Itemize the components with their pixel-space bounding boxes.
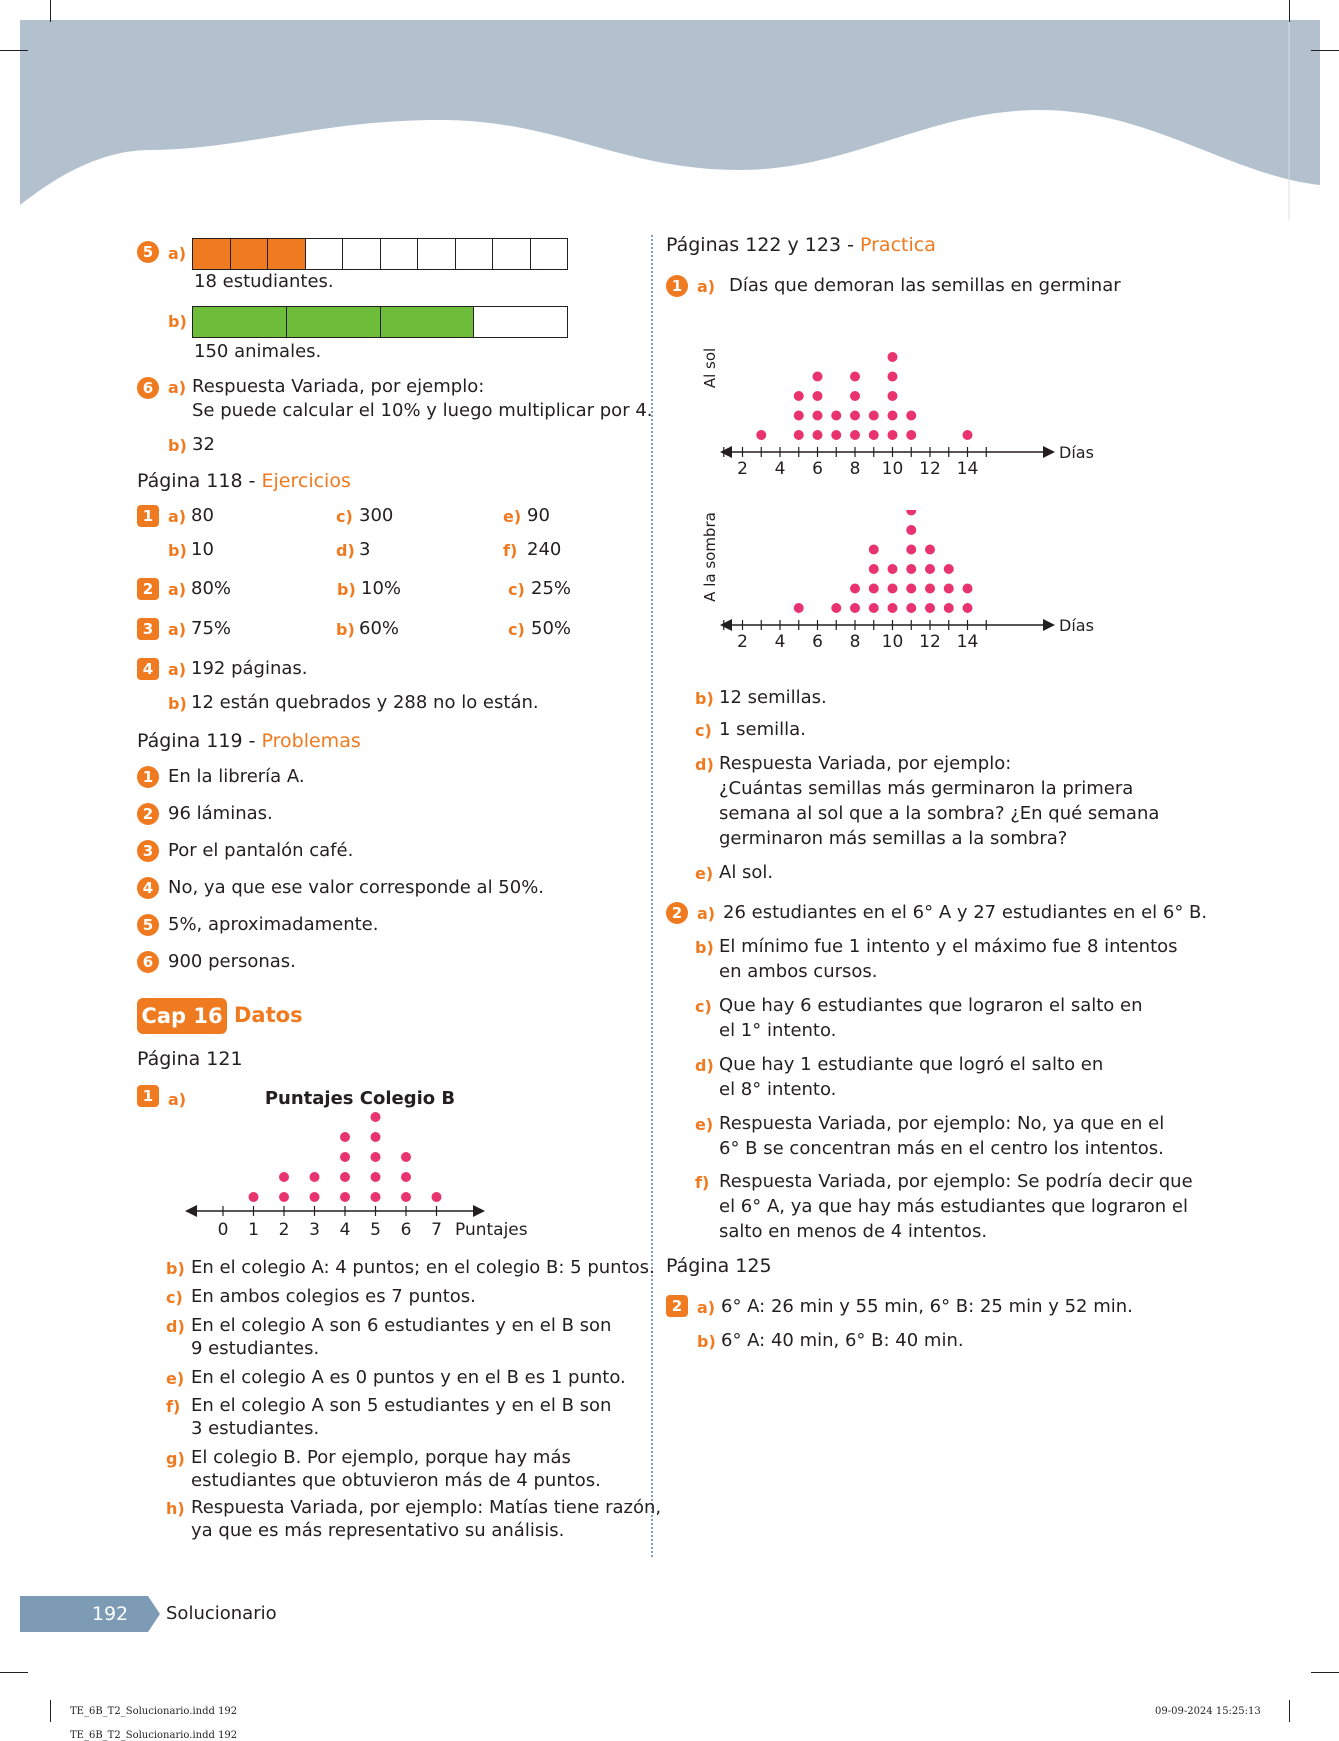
answer-text: 26 estudiantes en el 6° A y 27 estudiantes en el 6° B.	[723, 902, 1208, 923]
data-dot	[888, 584, 898, 594]
x-tick-label: 6	[812, 459, 823, 479]
data-dot	[756, 430, 766, 440]
data-dot	[432, 1192, 442, 1202]
data-dot	[850, 584, 860, 594]
x-tick-label: 8	[849, 459, 861, 479]
item-label: d)	[336, 541, 355, 560]
problem-number: 6	[137, 951, 159, 973]
tape-diagram-b	[192, 306, 568, 338]
problem-answer: Por el pantalón café.	[168, 840, 354, 861]
answer-text: Respuesta Variada, por ejemplo: Matías tiene razón,	[191, 1497, 662, 1518]
data-dot	[310, 1192, 320, 1202]
data-dot	[869, 430, 879, 440]
data-dot	[831, 411, 841, 421]
item-label: d)	[695, 1056, 714, 1075]
question-number: 2	[666, 1295, 688, 1317]
tape-cell-empty	[418, 239, 456, 269]
data-dot	[925, 584, 935, 594]
data-dot	[310, 1172, 320, 1182]
data-dot	[794, 430, 804, 440]
answer-text: el 8° intento.	[719, 1079, 837, 1100]
answer-text: Días que demoran las semillas en germinar	[729, 275, 1121, 296]
answer-text: 25%	[531, 578, 572, 599]
section-heading: Página 119 - Problemas	[137, 730, 361, 752]
data-dot	[813, 372, 823, 382]
file-info: TE_6B_T2_Solucionario.indd 192	[70, 1730, 238, 1741]
answer-text: 6° A: 40 min, 6° B: 40 min.	[721, 1330, 964, 1351]
data-dot	[371, 1192, 381, 1202]
tape-diagram-a	[192, 238, 568, 270]
problem-answer: 5%, aproximadamente.	[168, 914, 379, 935]
data-dot	[888, 603, 898, 613]
data-dot	[794, 603, 804, 613]
data-dot	[925, 564, 935, 574]
x-tick-label: 7	[431, 1220, 442, 1240]
data-dot	[906, 510, 916, 516]
answer-text: 80	[191, 505, 214, 526]
answer-text: salto en menos de 4 intentos.	[719, 1221, 988, 1242]
dot-plot-al-sol	[700, 340, 1100, 480]
answer-text: 75%	[191, 618, 232, 639]
chart-title: Puntajes Colegio B	[264, 1088, 456, 1109]
x-tick-label: 3	[309, 1220, 320, 1240]
data-dot	[831, 430, 841, 440]
answer-text: 12 están quebrados y 288 no lo están.	[191, 692, 539, 713]
data-dot	[944, 564, 954, 574]
problem-number: 2	[137, 803, 159, 825]
data-dot	[906, 411, 916, 421]
item-label: a)	[697, 1298, 716, 1317]
item-label: b)	[695, 689, 714, 708]
axis-arrow-right	[473, 1205, 485, 1217]
x-tick-label: 6	[400, 1220, 412, 1240]
data-dot	[906, 584, 916, 594]
question-number: 1	[137, 505, 159, 527]
data-dot	[906, 603, 916, 613]
x-tick-label: 8	[849, 632, 861, 652]
tape-cell-filled	[268, 239, 306, 269]
item-label: c)	[336, 507, 353, 526]
data-dot	[869, 603, 879, 613]
answer-text: 10%	[361, 578, 402, 599]
problem-answer: 96 láminas.	[168, 803, 273, 824]
data-dot	[340, 1192, 350, 1202]
x-axis-label: Puntajes	[455, 1220, 528, 1240]
chapter-title: Datos	[234, 1003, 303, 1027]
answer-text: 6° A: 26 min y 55 min, 6° B: 25 min y 52 min.	[721, 1296, 1133, 1317]
answer-text: Respuesta Variada, por ejemplo: No, ya que en el	[719, 1113, 1165, 1134]
data-dot	[249, 1192, 259, 1202]
data-dot	[831, 603, 841, 613]
axis-arrow-left	[720, 619, 732, 631]
answer-text: Que hay 6 estudiantes que lograron el salto en	[719, 995, 1143, 1016]
data-dot	[888, 430, 898, 440]
data-dot	[850, 411, 860, 421]
data-dot	[925, 545, 935, 555]
answer-text: 32	[192, 434, 215, 455]
answer-text: ya que es más representativo su análisis.	[191, 1520, 565, 1541]
crop-mark	[50, 0, 51, 22]
answer-text: 192 páginas.	[191, 658, 308, 679]
y-axis-label: Al sol	[701, 347, 719, 389]
data-dot	[869, 411, 879, 421]
item-label: c)	[166, 1288, 183, 1307]
data-dot	[279, 1172, 289, 1182]
answer-text: el 6° A, ya que hay más estudiantes que lograron el	[719, 1196, 1188, 1217]
item-label: h)	[166, 1499, 185, 1518]
question-number: 5	[137, 241, 159, 263]
dot-plot-a-la-sombra	[700, 510, 1100, 670]
section-heading: Página 125	[666, 1255, 772, 1277]
item-label: d)	[166, 1317, 185, 1336]
problem-answer: En la librería A.	[168, 766, 305, 787]
answer-text: Que hay 1 estudiante que logró el salto en	[719, 1054, 1104, 1075]
data-dot	[279, 1192, 289, 1202]
data-dot	[869, 564, 879, 574]
footer-label: Solucionario	[166, 1603, 277, 1624]
tape-cell-empty	[381, 239, 419, 269]
answer-text: estudiantes que obtuvieron más de 4 puntos.	[191, 1470, 601, 1491]
x-tick-label: 4	[774, 459, 786, 479]
item-label: a)	[168, 378, 187, 397]
column-divider	[651, 235, 653, 1557]
tape-cell-filled	[193, 239, 231, 269]
data-dot	[888, 391, 898, 401]
crop-mark	[1311, 1672, 1339, 1673]
crop-mark	[1289, 0, 1290, 22]
tape-cell-filled	[231, 239, 269, 269]
answer-text: 9 estudiantes.	[191, 1338, 320, 1359]
section-heading: Página 121	[137, 1048, 243, 1070]
item-label: g)	[166, 1449, 185, 1468]
question-number: 1	[666, 275, 688, 297]
item-label: a)	[697, 277, 716, 296]
item-label: a)	[168, 244, 187, 263]
x-axis-label: Días	[1059, 443, 1094, 462]
x-axis-label: Días	[1059, 616, 1094, 635]
answer-text: Respuesta Variada, por ejemplo: Se podría decir que	[719, 1171, 1193, 1192]
data-dot	[906, 430, 916, 440]
data-dot	[906, 545, 916, 555]
data-dot	[869, 584, 879, 594]
question-number: 6	[137, 377, 159, 399]
data-dot	[794, 391, 804, 401]
data-dot	[944, 603, 954, 613]
data-dot	[371, 1172, 381, 1182]
tape-cell-empty	[474, 307, 567, 337]
data-dot	[371, 1132, 381, 1142]
tape-cell-empty	[493, 239, 531, 269]
item-label: b)	[168, 694, 187, 713]
x-tick-label: 14	[956, 632, 979, 652]
data-dot	[371, 1112, 381, 1122]
crop-mark	[0, 1672, 28, 1673]
data-dot	[813, 430, 823, 440]
axis-arrow-left	[185, 1205, 197, 1217]
y-axis-label: A la sombra	[701, 512, 719, 602]
x-tick-label: 1	[248, 1220, 259, 1240]
answer-text: Al sol.	[719, 862, 774, 883]
problem-number: 5	[137, 914, 159, 936]
tape-cell-filled	[287, 307, 381, 337]
item-label: b)	[697, 1332, 716, 1351]
question-number: 2	[137, 578, 159, 600]
data-dot	[888, 352, 898, 362]
chapter-badge: Cap 16	[137, 998, 227, 1034]
data-dot	[906, 564, 916, 574]
problem-number: 1	[137, 766, 159, 788]
axis-arrow-right	[1043, 619, 1055, 631]
item-label: c)	[508, 620, 525, 639]
crop-mark	[0, 50, 28, 51]
answer-text: ¿Cuántas semillas más germinaron la primera	[719, 778, 1134, 799]
problem-number: 4	[137, 877, 159, 899]
data-dot	[888, 564, 898, 574]
item-label: e)	[503, 507, 522, 526]
data-dot	[813, 411, 823, 421]
answer-text: semana al sol que a la sombra? ¿En qué semana	[719, 803, 1160, 824]
data-dot	[401, 1152, 411, 1162]
item-label: e)	[695, 1115, 714, 1134]
x-tick-label: 14	[956, 459, 979, 479]
x-tick-label: 2	[278, 1220, 290, 1240]
data-dot	[963, 584, 973, 594]
crop-mark	[1311, 50, 1339, 51]
answer-text: El mínimo fue 1 intento y el máximo fue 8 intentos	[719, 936, 1178, 957]
x-tick-label: 2	[737, 459, 748, 479]
answer-text: 50%	[531, 618, 572, 639]
x-tick-label: 4	[339, 1220, 351, 1240]
answer-text: 60%	[359, 618, 400, 639]
data-dot	[340, 1172, 350, 1182]
section-heading: Páginas 122 y 123 - Practica	[666, 234, 936, 256]
item-label: e)	[695, 864, 714, 883]
item-label: b)	[337, 580, 356, 599]
data-dot	[888, 411, 898, 421]
x-tick-label: 2	[737, 632, 748, 652]
x-tick-label: 12	[919, 459, 941, 479]
answer-text: 10	[191, 539, 214, 560]
answer-text: germinaron más semillas a la sombra?	[719, 828, 1068, 849]
data-dot	[850, 603, 860, 613]
data-dot	[340, 1152, 350, 1162]
item-label: b)	[168, 541, 187, 560]
answer-text: Respuesta Variada, por ejemplo:	[192, 376, 485, 397]
data-dot	[401, 1192, 411, 1202]
item-label: b)	[695, 938, 714, 957]
answer-text: Se puede calcular el 10% y luego multiplicar por 4.	[192, 400, 653, 421]
answer-text: El colegio B. Por ejemplo, porque hay más	[191, 1447, 571, 1468]
answer-text: En el colegio A son 6 estudiantes y en el B son	[191, 1315, 612, 1336]
item-label: a)	[168, 507, 187, 526]
tape-cell-empty	[531, 239, 568, 269]
item-label: b)	[168, 312, 187, 331]
item-label: c)	[695, 997, 712, 1016]
question-number: 2	[666, 902, 688, 924]
item-label: f)	[503, 541, 518, 560]
answer-text: 12 semillas.	[719, 687, 827, 708]
tape-cell-filled	[193, 307, 287, 337]
data-dot	[850, 372, 860, 382]
item-label: f)	[695, 1173, 710, 1192]
answer-text: 1 semilla.	[719, 719, 806, 740]
axis-arrow-right	[1043, 446, 1055, 458]
item-label: e)	[166, 1369, 185, 1388]
x-tick-label: 5	[370, 1220, 381, 1240]
data-dot	[944, 584, 954, 594]
data-dot	[850, 391, 860, 401]
answer-text: 18 estudiantes.	[194, 271, 334, 292]
x-tick-label: 10	[881, 459, 904, 479]
data-dot	[401, 1172, 411, 1182]
data-dot	[963, 430, 973, 440]
page-number: 192	[91, 1603, 129, 1625]
dot-plot-puntajes	[185, 1080, 535, 1240]
answer-text: el 1° intento.	[719, 1020, 837, 1041]
answer-text: en ambos cursos.	[719, 961, 878, 982]
file-info: TE_6B_T2_Solucionario.indd 192	[70, 1706, 238, 1717]
answer-text: 240	[527, 539, 562, 560]
question-number: 1	[137, 1085, 159, 1107]
item-label: a)	[168, 620, 187, 639]
tape-cell-empty	[343, 239, 381, 269]
tape-cell-empty	[306, 239, 344, 269]
item-label: f)	[166, 1397, 181, 1416]
question-number: 4	[137, 658, 159, 680]
section-heading: Página 118 - Ejercicios	[137, 470, 351, 492]
item-label: a)	[168, 660, 187, 679]
item-label: b)	[336, 620, 355, 639]
item-label: c)	[695, 721, 712, 740]
x-tick-label: 0	[217, 1220, 229, 1240]
timestamp: 09-09-2024 15:25:13	[1155, 1706, 1261, 1717]
axis-arrow-left	[720, 446, 732, 458]
problem-answer: 900 personas.	[168, 951, 296, 972]
answer-text: En ambos colegios es 7 puntos.	[191, 1286, 476, 1307]
data-dot	[340, 1132, 350, 1142]
answer-text: 300	[359, 505, 394, 526]
data-dot	[794, 411, 804, 421]
crop-mark	[50, 1700, 51, 1722]
answer-text: 80%	[191, 578, 232, 599]
item-label: a)	[168, 580, 187, 599]
answer-text: 3 estudiantes.	[191, 1418, 320, 1439]
answer-text: Respuesta Variada, por ejemplo:	[719, 753, 1012, 774]
data-dot	[925, 603, 935, 613]
problem-answer: No, ya que ese valor corresponde al 50%.	[168, 877, 545, 898]
item-label: b)	[166, 1259, 185, 1278]
answer-text: En el colegio A: 4 puntos; en el colegio B: 5 puntos.	[191, 1257, 655, 1278]
data-dot	[963, 603, 973, 613]
data-dot	[869, 545, 879, 555]
problem-number: 3	[137, 840, 159, 862]
item-label: c)	[508, 580, 525, 599]
crop-mark	[1289, 1700, 1290, 1722]
question-number: 3	[137, 618, 159, 640]
data-dot	[906, 525, 916, 535]
item-label: a)	[697, 904, 716, 923]
tape-cell-empty	[456, 239, 494, 269]
x-tick-label: 12	[919, 632, 941, 652]
data-dot	[371, 1152, 381, 1162]
answer-text: En el colegio A es 0 puntos y en el B es 1 punto.	[191, 1367, 626, 1388]
x-tick-label: 4	[774, 632, 786, 652]
answer-text: 150 animales.	[194, 341, 322, 362]
answer-text: 3	[359, 539, 371, 560]
x-tick-label: 6	[812, 632, 823, 652]
tape-cell-filled	[381, 307, 475, 337]
x-tick-label: 10	[881, 632, 904, 652]
data-dot	[850, 430, 860, 440]
answer-text: 90	[527, 505, 550, 526]
answer-text: En el colegio A son 5 estudiantes y en el B son	[191, 1395, 612, 1416]
item-label: b)	[168, 436, 187, 455]
answer-text: 6° B se concentran más en el centro los intentos.	[719, 1138, 1164, 1159]
item-label: d)	[695, 755, 714, 774]
data-dot	[813, 391, 823, 401]
header-wave-band	[0, 0, 1339, 220]
item-label: a)	[168, 1090, 187, 1109]
data-dot	[888, 372, 898, 382]
